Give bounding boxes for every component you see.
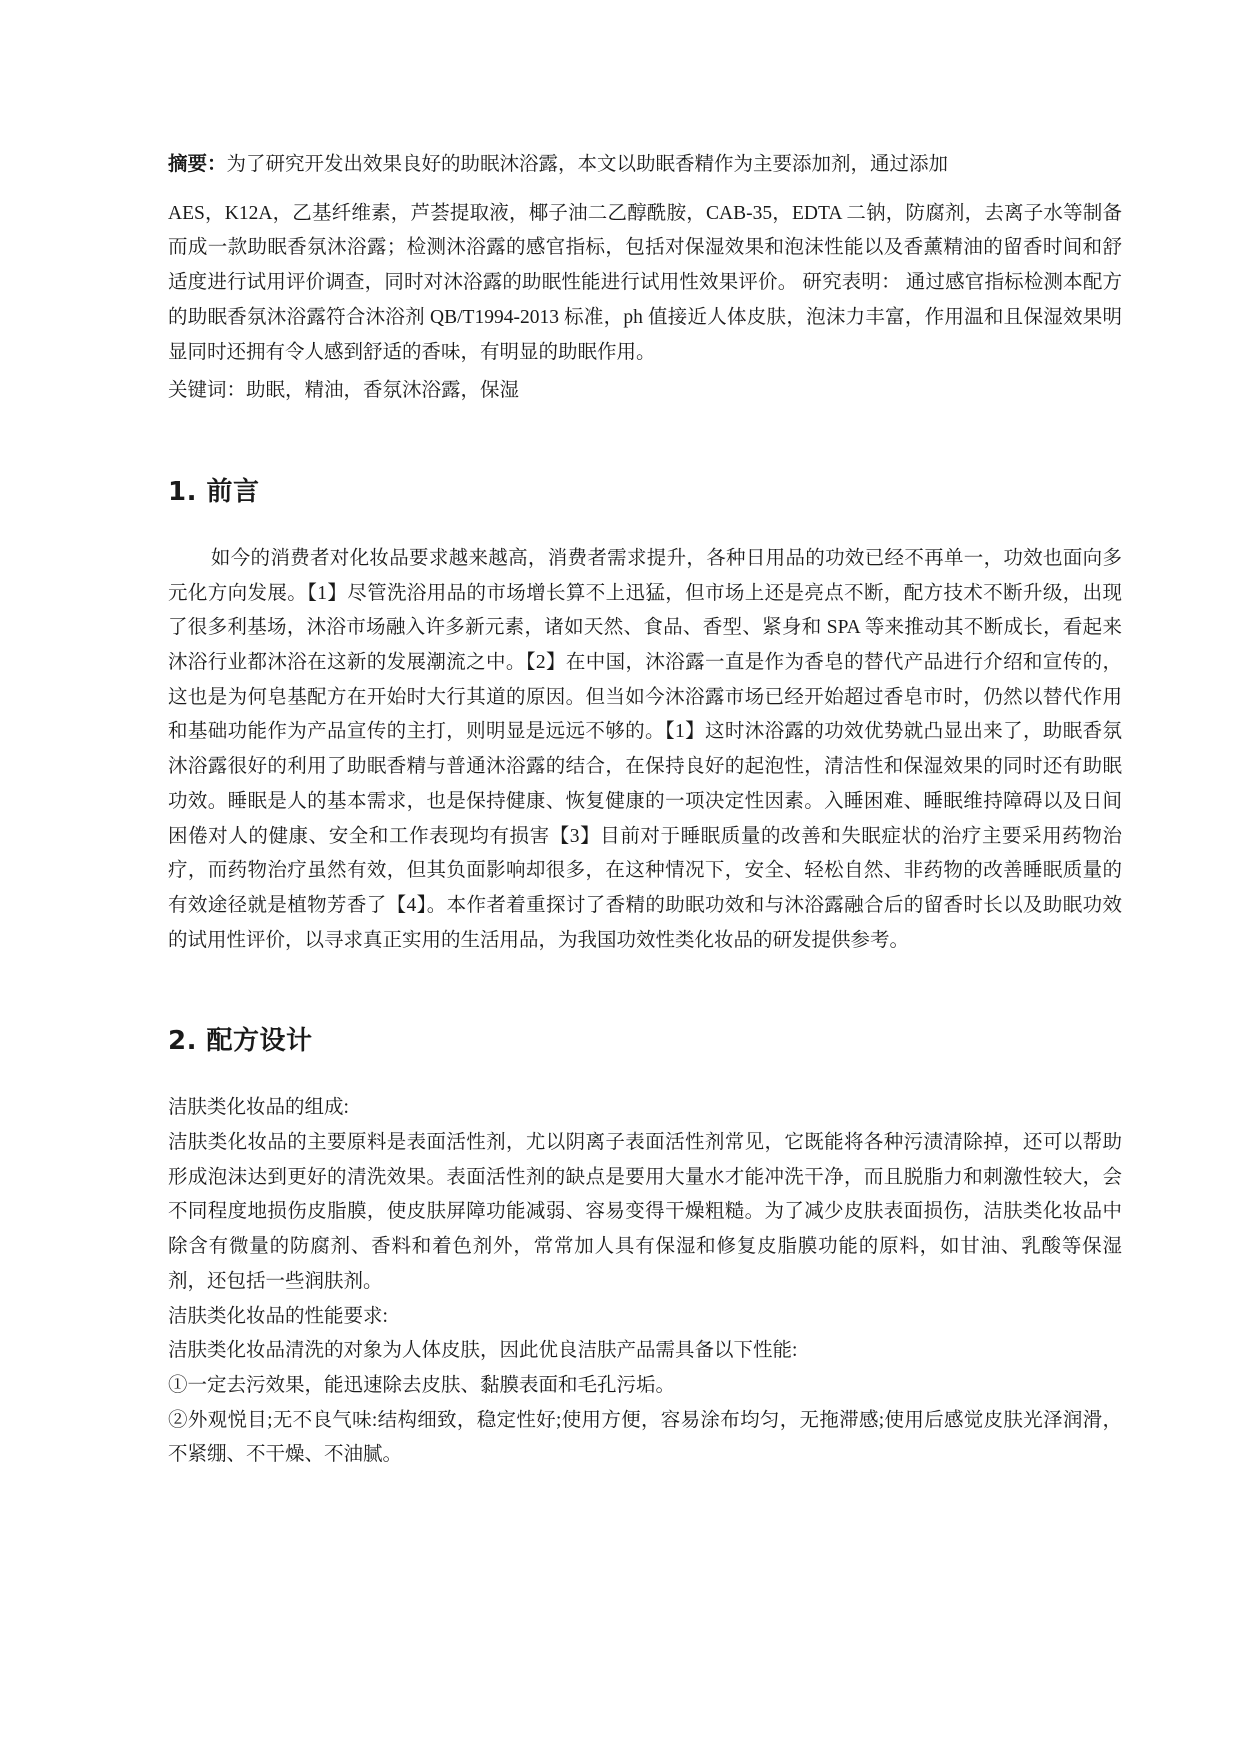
section-2-line-5: ①一定去污效果，能迅速除去皮肤、黏膜表面和毛孔污垢。 — [168, 1374, 676, 1396]
abstract-first-line-text: 为了研究开发出效果良好的助眠沐浴露，本文以助眠香精作为主要添加剂，通过添加 — [226, 154, 949, 175]
keywords: 关键词：助眠，精油，香氛沐浴露，保湿 — [168, 380, 520, 402]
section-2-line-4: 洁肤类化妆品清洗的对象为人体皮肤，因此优良洁肤产品需具备以下性能: — [168, 1340, 798, 1362]
section-2-line-1: 洁肤类化妆品的组成: — [168, 1097, 349, 1119]
abstract-first-line — [168, 148, 1122, 183]
abstract-body: AES，K12A，乙基纤维素，芦荟提取液，椰子油二乙醇酰胺，CAB-35，EDTA 二钠，防腐剂，去离子水等制备而成一款助眠香氛沐浴露；检测沐浴露的感官指标，包括对保湿效果和泡沫性能以及香薰精油的留香时间和舒适度进行试用评价调查，同时对沐浴露的助眠性能进行试用性效果评价。 研究表明： 通过感官指标检测本配方的助眠香氛沐浴露符合沐浴剂 QB/T1994-2013 标准，ph 值接近人体皮肤，泡沫力丰富，作用温和且保湿效果明显同时还拥有令人感到舒适的香味，有明显的助眠作用。 — [168, 202, 1122, 363]
abstract-label: 摘要： — [168, 154, 227, 175]
section-1-paragraph-1: 如今的消费者对化妆品要求越来越高，消费者需求提升，各种日用品的功效已经不再单一，功效也面向多元化方向发展。【1】尽管洗浴用品的市场增长算不上迅猛，但市场上还是亮点不断，配方技术不断升级，出现了很多利基场，沐浴市场融入许多新元素，诸如天然、食品、香型、紧身和 SPA 等来推动其不断成长，看起来 沐浴行业都沐浴在这新的发展潮流之中。【2】在中国，沐浴露一直是作为香皂的替代产品进行介绍和宣传的，这也是为何皂基配方在开始时大行其道的原因。但当如今沐浴露市场已经开始超过香皂市时，仍然以替代作用和基础功能作为产品宣传的主打，则明显是远远不够的。【1】这时沐浴露的功效优势就凸显出来了，助眠香氛沐浴露很好的利用了助眠香精与普通沐浴露的结合，在保持良好的起泡性，清洁性和保湿效果的同时还有助眠功效。睡眠是人的基本需求，也是保持健康、恢复健康的一项决定性因素。入睡困难、睡眠维持障碍以及日间困倦对人的健康、安全和工作表现均有损害【3】目前对于睡眠质量的改善和失眠症状的治疗主要采用药物治疗，而药物治疗虽然有效，但其负面影响却很多，在这种情况下，安全、轻松自然、非药物的改善睡眠质量的有效途径就是植物芳香了【4】。本作者着重探讨了香精的助眠功效和与沐浴露融合后的留香时长以及助眠功效的试用性评价，以寻求真正实用的生活用品，为我国功效性类化妆品的研发提供参考。 — [168, 547, 1122, 951]
section-2-line-2: 洁肤类化妆品的主要原料是表面活性剂，尤以阴离子表面活性剂常见，它既能将各种污渍清除掉，还可以帮助形成泡沫达到更好的清洗效果。表面活性剂的缺点是要用大量水才能冲洗干净，而且脱脂力和刺激性较大，会不同程度地损伤皮脂膜，使皮肤屏障功能减弱、容易变得干燥粗糙。为了减少皮肤表面损伤，洁肤类化妆品中除含有微量的防腐剂、香料和着色剂外，常常加人具有保湿和修复皮脂膜功能的原料，如甘油、乳酸等保湿剂，还包括一些润肤剂。 — [168, 1132, 1122, 1292]
section-title-1: 1. 前言 — [168, 476, 260, 507]
section-2-content — [168, 1091, 1122, 1473]
section-title-2: 2. 配方设计 — [168, 1026, 313, 1057]
section-2-line-6: ②外观悦目;无不良气味:结构细致，稳定性好;使用方便，容易涂布均匀，无拖滞感;使用后感觉皮肤光泽润滑，不紧绷、不干燥、不油腻。 — [168, 1409, 1122, 1466]
section-2-line-3: 洁肤类化妆品的性能要求: — [168, 1305, 388, 1327]
